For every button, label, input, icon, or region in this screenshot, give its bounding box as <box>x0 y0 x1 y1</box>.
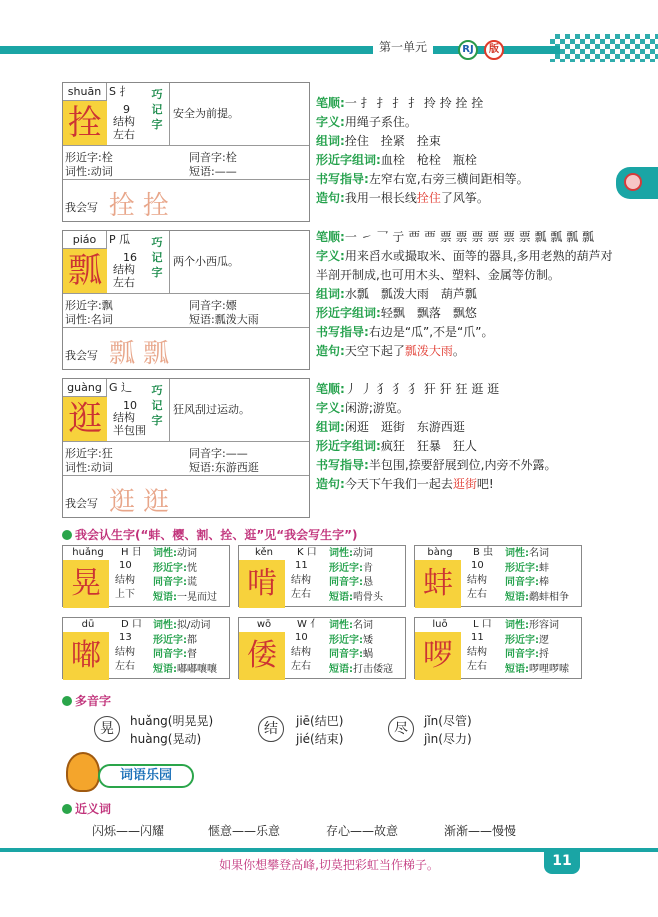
small-card-huang: huǎng H 日 晃 10 结构 上下 词性:动词 形近字:恍 同音字:谎 短语:一晃而过 <box>62 545 230 607</box>
structure: 结构 半包围 <box>113 411 146 437</box>
mnemonic: 安全为前提。 <box>169 83 311 145</box>
notes-piao <box>316 228 616 361</box>
structure: 结构 左右 <box>113 263 135 289</box>
trace-chars: 拴拴 <box>109 191 178 221</box>
mascot-face-icon <box>624 173 642 191</box>
cixing: 词性:动词 <box>65 165 113 178</box>
pinyin: piáo <box>63 231 107 249</box>
poly-char-huang: 晃 <box>94 716 120 742</box>
section-jinyi: 近义词 <box>62 800 111 817</box>
small-card-ken: kěn K 口 啃 11 结构 左右 词性:动词 形近字:肯 同音字:恳 短语:啃骨头 <box>238 545 406 607</box>
trace-chars: 逛逛 <box>109 487 178 517</box>
big-char: 嘟 <box>63 632 109 680</box>
write-label: 我会写 <box>65 497 98 510</box>
big-char: 拴 <box>63 101 107 145</box>
xingjin: 形近字:飘 <box>65 299 113 312</box>
ziyi: 字义:用绳子系住。 <box>316 115 417 129</box>
stroke-count: 9 <box>123 103 130 116</box>
section-renzi: 我会认生字(“蚌、樱、割、拴、逛”见“我会写生字”) <box>62 526 358 543</box>
qiaoji-label: 巧记字 <box>151 88 163 131</box>
rj-badge: RJ <box>458 40 478 60</box>
synonym-pair: 闪烁——闪耀 <box>92 824 165 838</box>
write-label: 我会写 <box>65 349 98 362</box>
bishun: 笔顺:一 ㇀ 乛 亍 覀 覀 票 票 票 票 票 票 瓢 瓢 瓢 瓢 <box>316 230 595 244</box>
duanyu: 短语:东游西逛 <box>189 461 259 474</box>
char-card-piao <box>62 230 310 370</box>
big-char: 蚌 <box>415 560 461 608</box>
radical: S 扌 <box>109 85 131 98</box>
qiaoji-label: 巧记字 <box>151 384 163 427</box>
small-card-du: dū D 口 嘟 13 结构 左右 词性:拟/动词 形近字:都 同音字:督 短语:嘟嘟嚷嚷 <box>62 617 230 679</box>
side-tab <box>616 167 658 199</box>
pinyin: shuān <box>63 83 107 101</box>
unit-title: 第一单元 <box>373 38 433 55</box>
tongyin: 同音字:栓 <box>189 151 237 164</box>
big-char: 晃 <box>63 560 109 608</box>
poly-readings-jin: jǐn(尽管) jìn(尽力) <box>424 714 472 746</box>
zuci: 组词:闲逛 逛街 东游西逛 <box>316 420 465 434</box>
footer-motto: 如果你想攀登高峰,切莫把彩虹当作梯子。 <box>219 858 439 872</box>
notes-shuan <box>316 94 616 208</box>
qiaoji-label: 巧记字 <box>151 236 163 279</box>
mascot-icon <box>66 752 100 792</box>
zuci: 组词:拴住 拴紧 拴束 <box>316 134 441 148</box>
bullet-icon <box>62 530 72 540</box>
sxzd: 书写指导:右边是“瓜”,不是“爪”。 <box>316 325 494 339</box>
page-number: 11 <box>544 848 580 874</box>
edition-badge: 版 <box>484 40 504 60</box>
xjzc: 形近字组词:血栓 枪栓 瓶栓 <box>316 153 477 167</box>
pinyin: guàng <box>63 379 107 397</box>
synonym-pair: 惬意——乐意 <box>208 824 281 838</box>
stroke-count: 16 <box>123 251 137 264</box>
mnemonic: 狂风刮过运动。 <box>169 379 311 441</box>
bullet-icon <box>62 804 72 814</box>
cixing: 词性:名词 <box>65 313 113 326</box>
poly-char-jin: 尽 <box>388 716 414 742</box>
tongyin: 同音字:—— <box>189 447 248 460</box>
page-header <box>0 0 658 70</box>
section-duoyin: 多音字 <box>62 692 111 709</box>
big-char: 啰 <box>415 632 461 680</box>
cixing: 词性:动词 <box>65 461 113 474</box>
duanyu: 短语:瓢泼大雨 <box>189 313 259 326</box>
xingjin: 形近字:栓 <box>65 151 113 164</box>
small-card-wo: wō W 亻 倭 10 结构 左右 词性:名词 形近字:矮 同音字:蜗 短语:打击倭寇 <box>238 617 406 679</box>
checker-decoration <box>550 34 658 62</box>
xingjin: 形近字:狂 <box>65 447 113 460</box>
ziyi: 字义:用来舀水或撮取米、面等的器具,多用老熟的葫芦对半剖开制成,也可用木头、塑料、金属等仿制。 <box>316 249 613 282</box>
big-char: 逛 <box>63 397 107 441</box>
tongyin: 同音字:嫖 <box>189 299 237 312</box>
duanyu: 短语:—— <box>189 165 237 178</box>
stroke-count: 10 <box>123 399 137 412</box>
ciyu-banner: 词语乐园 <box>98 764 194 788</box>
sxzd: 书写指导:半包围,捺要舒展到位,内旁不外露。 <box>316 458 557 472</box>
poly-readings-huang: huǎng(明晃晃) huàng(晃动) <box>130 714 214 746</box>
zaoju: 造句:天空下起了瓢泼大雨。 <box>316 344 465 358</box>
mnemonic: 两个小西瓜。 <box>169 231 311 293</box>
synonym-pair: 存心——故意 <box>326 824 399 838</box>
big-char: 倭 <box>239 632 285 680</box>
bullet-icon <box>62 696 72 706</box>
radical: P 瓜 <box>109 233 131 246</box>
char-card-shuan <box>62 82 310 222</box>
char-card-guang <box>62 378 310 518</box>
small-card-luo: luō L 口 啰 11 结构 左右 词性:形容词 形近字:逻 同音字:捋 短语:啰哩啰嗦 <box>414 617 582 679</box>
notes-guang <box>316 380 616 494</box>
big-char: 瓢 <box>63 249 107 293</box>
poly-readings-jie: jiē(结巴) jié(结束) <box>296 714 344 746</box>
poly-char-jie: 结 <box>258 716 284 742</box>
small-card-bang: bàng B 虫 蚌 10 结构 左右 词性:名词 形近字:蚌 同音字:棒 短语:鹬蚌相争 <box>414 545 582 607</box>
ziyi: 字义:闲游;游览。 <box>316 401 409 415</box>
structure: 结构 左右 <box>113 115 135 141</box>
zaoju: 造句:我用一根长线拴住了风筝。 <box>316 191 489 205</box>
radical: G 辶 <box>109 381 133 394</box>
trace-chars: 瓢瓢 <box>109 339 178 369</box>
synonym-pair: 渐渐——慢慢 <box>444 824 517 838</box>
zaoju: 造句:今天下午我们一起去逛街吧! <box>316 477 494 491</box>
big-char: 啃 <box>239 560 285 608</box>
write-label: 我会写 <box>65 201 98 214</box>
bishun: 笔顺:一 扌 扌 扌 扌 拎 拎 拴 拴 <box>316 96 484 110</box>
zuci: 组词:水瓢 瓢泼大雨 葫芦瓢 <box>316 287 477 301</box>
xjzc: 形近字组词:疯狂 狂暴 狂人 <box>316 439 477 453</box>
xjzc: 形近字组词:轻飘 飘落 飘悠 <box>316 306 477 320</box>
bishun: 笔顺:丿 丿 犭 犭 犭 犴 犴 狂 逛 逛 <box>316 382 500 396</box>
sxzd: 书写指导:左窄右宽,右旁三横间距相等。 <box>316 172 529 186</box>
